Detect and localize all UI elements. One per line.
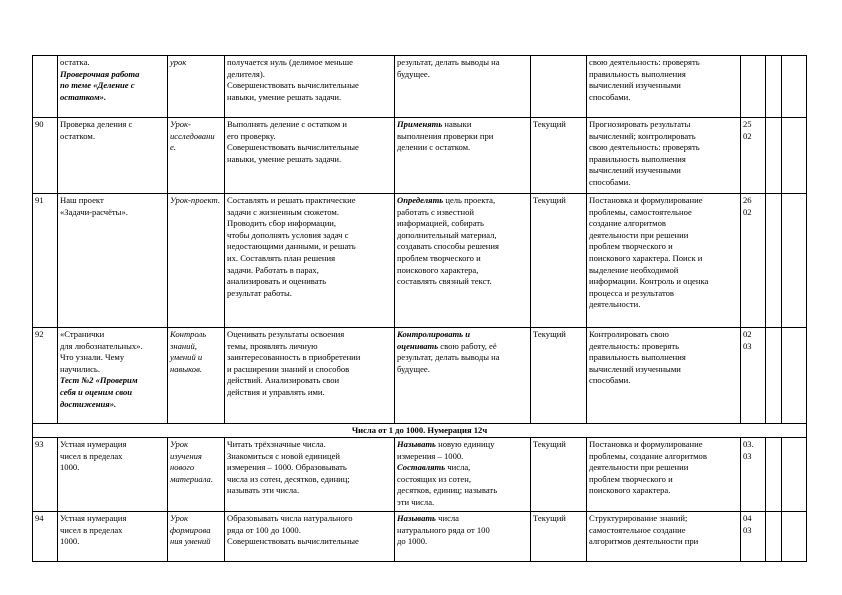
cell-line: остатка. xyxy=(60,57,90,67)
lesson-row xyxy=(33,194,807,328)
cell-line: проблемы, создание алгоритмов xyxy=(589,450,707,461)
activity-text: проблем творческого и xyxy=(397,252,481,263)
cell-line xyxy=(397,485,528,497)
cell-line: «Задачи-расчёты». xyxy=(60,206,128,217)
section-row xyxy=(33,424,807,438)
control-type xyxy=(531,56,587,118)
empty-cell xyxy=(766,194,782,328)
empty-cell xyxy=(782,438,807,512)
empty-cell xyxy=(782,118,807,194)
lesson-date xyxy=(741,194,766,328)
control-type: Текущий xyxy=(531,194,587,328)
section-title: Числа от 1 до 1000. Нумерация 12ч xyxy=(33,424,807,438)
cell-line: Контролировать свою xyxy=(589,329,669,339)
cell-line xyxy=(397,497,528,509)
lesson-type: Урок изучения нового материала. xyxy=(168,438,225,512)
student-activity xyxy=(395,328,531,424)
cell-line xyxy=(397,69,528,81)
cell-line: действия и управлять ими. xyxy=(227,386,325,397)
cell-line xyxy=(397,119,528,131)
cell-line: создание алгоритмов xyxy=(589,218,666,229)
cell-line: недостающими данными, и решать xyxy=(227,241,356,252)
cell-line: измерения – 1000. Образовывать xyxy=(227,462,347,473)
cell-line: себя и оценим свои xyxy=(60,386,133,397)
lesson-content xyxy=(225,512,395,562)
cell-line: навыки, умение решать задачи. xyxy=(227,91,342,102)
cell-line xyxy=(397,474,528,486)
lesson-row xyxy=(33,56,807,118)
cell-line: вычислений изученными xyxy=(589,80,681,91)
learning-actions xyxy=(587,194,741,328)
cell-line: Знакомиться с новой единицей xyxy=(227,450,341,461)
cell-line: «Странички xyxy=(60,329,105,339)
lesson-type: Контроль знаний, умений и навыков. xyxy=(168,328,225,424)
activity-text: измерения – 1000. xyxy=(397,450,464,461)
empty-cell xyxy=(766,512,782,562)
cell-line xyxy=(397,230,528,242)
cell-line: вычислений; контролировать xyxy=(589,130,696,141)
cell-line xyxy=(397,536,528,548)
cell-line xyxy=(397,341,528,353)
cell-line: чисел в пределах xyxy=(60,524,123,535)
lesson-number: 91 xyxy=(33,194,58,328)
activity-text: результат, делать выводы на xyxy=(397,57,500,67)
cell-line: свою деятельность: проверять xyxy=(589,57,700,67)
cell-line: действий. Анализировать свои xyxy=(227,375,340,386)
cell-line: 03 xyxy=(743,450,752,461)
cell-line: Прогнозировать результаты xyxy=(589,119,691,129)
cell-line: для любознательных». xyxy=(60,340,143,351)
lesson-row xyxy=(33,328,807,424)
cell-line xyxy=(397,451,528,463)
control-type: Текущий xyxy=(531,328,587,424)
activity-verb: Называть xyxy=(397,439,436,449)
cell-line: 03 xyxy=(743,524,752,535)
lesson-type: Урок-исследовани е. xyxy=(168,118,225,194)
cell-line: Образовывать числа натурального xyxy=(227,513,353,523)
lesson-date xyxy=(741,438,766,512)
cell-line: темы, проявлять личную xyxy=(227,340,318,351)
activity-text: до 1000. xyxy=(397,536,428,547)
cell-line: числа из сотен, десятков, единиц; xyxy=(227,473,350,484)
cell-line: 04 xyxy=(743,513,752,523)
cell-line: их. Составлять план решения xyxy=(227,252,336,263)
lesson-number xyxy=(33,56,58,118)
cell-line: заинтересованность в приобретении xyxy=(227,352,361,363)
cell-line: способами. xyxy=(589,91,631,102)
cell-line: называть эти числа. xyxy=(227,485,300,496)
lesson-type: урок xyxy=(168,56,225,118)
lesson-type: Урок формирова ния умений xyxy=(168,512,225,562)
cell-line: задачи. Работать в парах, xyxy=(227,264,319,275)
control-type: Текущий xyxy=(531,118,587,194)
cell-line: навыки, умение решать задачи. xyxy=(227,153,342,164)
lesson-content xyxy=(225,328,395,424)
cell-line: по теме «Деление с xyxy=(60,80,135,91)
cell-line xyxy=(397,329,528,341)
cell-line: ряда от 100 до 1000. xyxy=(227,524,301,535)
activity-text: работать с известной xyxy=(397,206,474,217)
empty-cell xyxy=(766,56,782,118)
lesson-content xyxy=(225,118,395,194)
lesson-number: 93 xyxy=(33,438,58,512)
cell-line: остатком. xyxy=(60,130,95,141)
lesson-topic xyxy=(58,438,168,512)
cell-line: анализировать и оценивать xyxy=(227,276,327,287)
cell-line: и расширении знаний и способов xyxy=(227,363,350,374)
cell-line xyxy=(397,265,528,277)
activity-text: делении с остатком. xyxy=(397,142,471,153)
cell-line xyxy=(397,513,528,525)
cell-line: Проводить сбор информации, xyxy=(227,218,337,229)
cell-line: Составлять и решать практические xyxy=(227,195,356,205)
lesson-topic xyxy=(58,118,168,194)
activity-text: эти числа. xyxy=(397,496,435,507)
lesson-type: Урок-проект. xyxy=(168,194,225,328)
cell-line: Совершенствовать вычислительные xyxy=(227,536,359,547)
activity-text: состоящих из сотен, xyxy=(397,473,471,484)
lesson-number: 94 xyxy=(33,512,58,562)
activity-verb: Определять xyxy=(397,195,444,205)
cell-line: поискового характера. Поиск и xyxy=(589,252,703,263)
cell-line: Постановка и формулирование xyxy=(589,195,703,205)
cell-line: деятельность: проверять xyxy=(589,340,679,351)
empty-cell xyxy=(766,118,782,194)
lesson-plan-table xyxy=(32,55,807,562)
cell-line: правильность выполнения xyxy=(589,68,686,79)
cell-line: остатком». xyxy=(60,91,107,102)
cell-line: 02 xyxy=(743,206,752,217)
cell-line xyxy=(397,218,528,230)
cell-line xyxy=(397,276,528,288)
activity-text: свою работу, её xyxy=(438,340,497,351)
activity-text: информацией, собирать xyxy=(397,218,484,229)
empty-cell xyxy=(782,194,807,328)
cell-line: Читать трёхзначные числа. xyxy=(227,439,326,449)
cell-line: правильность выполнения xyxy=(589,153,686,164)
cell-line: Тест №2 «Проверим xyxy=(60,375,138,386)
cell-line: 26 xyxy=(743,195,752,205)
activity-text: будущее. xyxy=(397,363,430,374)
cell-line: Проверка деления с xyxy=(60,119,133,129)
learning-actions xyxy=(587,118,741,194)
empty-cell xyxy=(766,438,782,512)
cell-line: проблемы, самостоятельное xyxy=(589,206,692,217)
cell-line: его проверку. xyxy=(227,130,276,141)
activity-text: результат, делать выводы на xyxy=(397,352,500,363)
lesson-topic xyxy=(58,512,168,562)
cell-line: Совершенствовать вычислительные xyxy=(227,80,359,91)
cell-line: Совершенствовать вычислительные xyxy=(227,142,359,153)
cell-line: деятельности при решении xyxy=(589,462,689,473)
cell-line xyxy=(397,525,528,537)
control-type: Текущий xyxy=(531,438,587,512)
activity-text: дополнительный материал, xyxy=(397,229,497,240)
lesson-number: 92 xyxy=(33,328,58,424)
activity-text: новую единицу xyxy=(436,439,495,449)
activity-text: составлять связный текст. xyxy=(397,276,492,287)
cell-line: получается нуль (делимое меньше xyxy=(227,57,353,67)
cell-line: Наш проект xyxy=(60,195,104,205)
activity-text: числа, xyxy=(445,462,471,473)
cell-line: Устная нумерация xyxy=(60,513,127,523)
lesson-content xyxy=(225,438,395,512)
empty-cell xyxy=(782,512,807,562)
lesson-row xyxy=(33,512,807,562)
activity-verb: Применять xyxy=(397,119,443,129)
cell-line: 1000. xyxy=(60,536,80,547)
cell-line: 02 xyxy=(743,130,752,141)
cell-line: 25 xyxy=(743,119,752,129)
lesson-number: 90 xyxy=(33,118,58,194)
cell-line xyxy=(397,131,528,143)
empty-cell xyxy=(766,328,782,424)
activity-text: десятков, единиц; называть xyxy=(397,485,498,496)
cell-line: самостоятельное создание xyxy=(589,524,686,535)
learning-actions xyxy=(587,328,741,424)
cell-line xyxy=(397,142,528,154)
cell-line: способами. xyxy=(589,176,631,187)
lesson-row xyxy=(33,118,807,194)
lesson-row xyxy=(33,438,807,512)
lesson-plan-sheet xyxy=(32,55,807,562)
cell-line: Структурирование знаний; xyxy=(589,513,688,523)
cell-line: вычислений изученными xyxy=(589,363,681,374)
activity-verb: оценивать xyxy=(397,340,439,351)
cell-line: 02 xyxy=(743,329,752,339)
cell-line xyxy=(397,352,528,364)
student-activity xyxy=(395,512,531,562)
activity-verb: Называть xyxy=(397,513,436,523)
activity-text: навыки xyxy=(442,119,472,129)
cell-line: научились. xyxy=(60,363,100,374)
lesson-date xyxy=(741,512,766,562)
cell-line: достижения». xyxy=(60,398,117,409)
cell-line: деятельности. xyxy=(589,299,641,310)
cell-line: чтобы дополнять условия задач с xyxy=(227,229,349,240)
cell-line: 03 xyxy=(743,340,752,351)
cell-line: поискового характера. xyxy=(589,485,671,496)
activity-verb: Контролировать и xyxy=(397,329,471,339)
cell-line xyxy=(397,57,528,69)
lesson-date xyxy=(741,56,766,118)
cell-line xyxy=(397,195,528,207)
learning-actions xyxy=(587,56,741,118)
activity-text: будущее. xyxy=(397,68,430,79)
cell-line: делителя). xyxy=(227,68,265,79)
cell-line xyxy=(397,253,528,265)
activity-text: выполнения проверки при xyxy=(397,130,494,141)
cell-line: 03. xyxy=(743,439,754,449)
cell-line: вычислений изученными xyxy=(589,165,681,176)
lesson-date xyxy=(741,328,766,424)
student-activity xyxy=(395,56,531,118)
cell-line: алгоритмов деятельности при xyxy=(589,536,699,547)
cell-line xyxy=(397,241,528,253)
activity-text: поискового характера, xyxy=(397,264,479,275)
lesson-content xyxy=(225,194,395,328)
cell-line xyxy=(397,207,528,219)
cell-line: правильность выполнения xyxy=(589,352,686,363)
activity-text: создавать способы решения xyxy=(397,241,499,252)
cell-line: Устная нумерация xyxy=(60,439,127,449)
cell-line: чисел в пределах xyxy=(60,450,123,461)
cell-line: проблем творческого и xyxy=(589,241,673,252)
cell-line: проблем творческого и xyxy=(589,473,673,484)
activity-text: числа xyxy=(436,513,459,523)
learning-actions xyxy=(587,438,741,512)
cell-line: выделение необходимой xyxy=(589,264,679,275)
cell-line: результат работы. xyxy=(227,287,292,298)
cell-line: информации. Контроль и оценка xyxy=(589,276,709,287)
empty-cell xyxy=(782,328,807,424)
student-activity xyxy=(395,438,531,512)
empty-cell xyxy=(782,56,807,118)
cell-line: Проверочная работа xyxy=(60,68,140,79)
lesson-topic xyxy=(58,328,168,424)
lesson-date xyxy=(741,118,766,194)
cell-line xyxy=(397,364,528,376)
activity-text: натурального ряда от 100 xyxy=(397,524,490,535)
learning-actions xyxy=(587,512,741,562)
cell-line xyxy=(397,439,528,451)
cell-line: Выполнять деление с остатком и xyxy=(227,119,347,129)
cell-line: Постановка и формулирование xyxy=(589,439,703,449)
control-type: Текущий xyxy=(531,512,587,562)
lesson-content xyxy=(225,56,395,118)
activity-text: цель проекта, xyxy=(443,195,496,205)
student-activity xyxy=(395,194,531,328)
lesson-topic xyxy=(58,194,168,328)
cell-line: деятельности при решении xyxy=(589,229,689,240)
activity-verb: Составлять xyxy=(397,462,446,473)
cell-line: Что узнали. Чему xyxy=(60,352,125,363)
cell-line: процесса и результатов xyxy=(589,287,674,298)
lesson-topic xyxy=(58,56,168,118)
cell-line: Оценивать результаты освоения xyxy=(227,329,345,339)
cell-line: свою деятельность: проверять xyxy=(589,142,700,153)
cell-line: 1000. xyxy=(60,462,80,473)
cell-line xyxy=(397,462,528,474)
student-activity xyxy=(395,118,531,194)
cell-line: задачи с жизненным сюжетом. xyxy=(227,206,340,217)
cell-line: способами. xyxy=(589,375,631,386)
